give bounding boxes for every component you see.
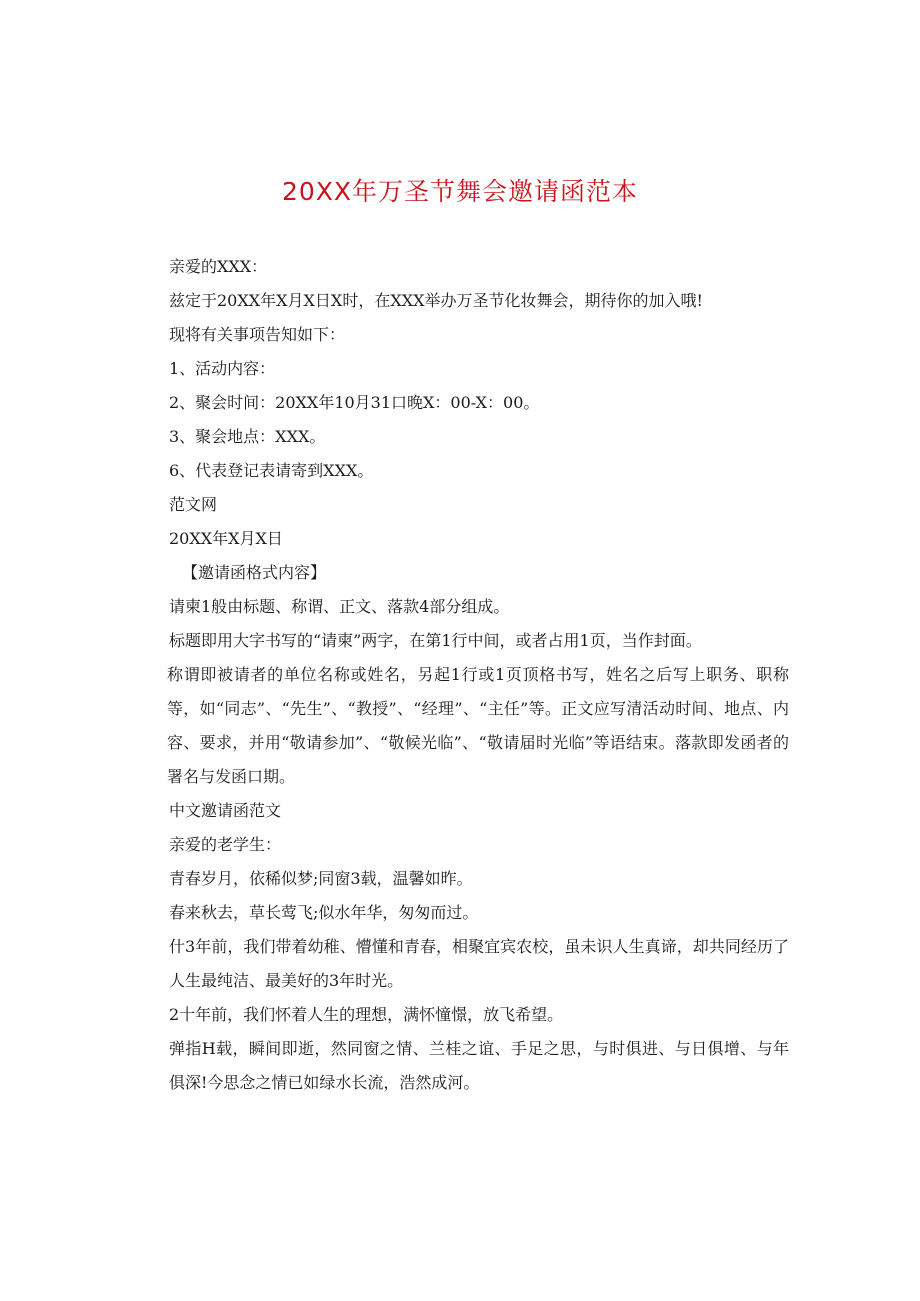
- paragraph-text: 什3年前，我们带着幼稚、懵懂和青春，相聚宜宾农校，虽未识人生真谛，却共同经历了人生最纯洁、最美好的3年时光。: [169, 937, 789, 990]
- salutation: 亲爱的XXX：: [169, 257, 268, 276]
- list-item: 1、活动内容：: [169, 359, 276, 378]
- paragraph: 请柬1般由标题、称谓、正文、落款4部分组成。: [169, 597, 510, 616]
- section-heading: 中文邀请函范文: [169, 801, 282, 820]
- paragraph: 兹定于20XX年X月X日X时，在XXX举办万圣节化妆舞会，期待你的加入哦!: [169, 291, 703, 310]
- paragraph-multiline: [169, 930, 789, 998]
- paragraph-multiline: [167, 658, 789, 794]
- list-item: 2、聚会时间：20XX年10月31口晚X：00-X：00。: [169, 393, 540, 412]
- salutation: 亲爱的老学生：: [169, 835, 282, 854]
- date-line: 20XX年X月X日: [169, 529, 283, 548]
- paragraph: 2十年前，我们怀着人生的理想，满怀憧憬，放飞希望。: [169, 1005, 564, 1024]
- paragraph: 青春岁月，依稀似梦;同窗3载，温馨如昨。: [169, 869, 473, 888]
- document-title: 20XX年万圣节舞会邀请函范本: [281, 177, 639, 206]
- paragraph: 标题即用大字书写的“请柬”两字，在第1行中间，或者占用1页，当作封面。: [169, 631, 702, 650]
- paragraph-text: 称谓即被请者的单位名称或姓名，另起1行或1页顶格书写，姓名之后写上职务、职称等，如“同志”、“先生”、“教授”、“经理”、“主任”等。正文应写清活动时间、地点、内容、要求，并用“敬请参加”、“敬候光临”、“敬请届时光临”等语结束。落款即发函者的署名与发函口期。: [167, 665, 789, 786]
- paragraph-multiline: [169, 1032, 789, 1100]
- signature: 范文网: [169, 495, 218, 514]
- list-item: 3、聚会地点：XXX。: [169, 427, 326, 446]
- paragraph: 现将有关事项告知如下：: [169, 325, 346, 344]
- list-item: 6、代表登记表请寄到XXX。: [169, 461, 374, 480]
- section-heading: 【邀请函格式内容】: [182, 563, 327, 582]
- paragraph: 春来秋去，草长莺飞;似水年华，匆匆而过。: [169, 903, 479, 922]
- paragraph-text: 弹指H载，瞬间即逝，然同窗之情、兰桂之谊、手足之思，与时俱进、与日俱增、与年俱深!今思念之情已如绿水长流，浩然成河。: [169, 1039, 789, 1092]
- document-body: [169, 250, 789, 1100]
